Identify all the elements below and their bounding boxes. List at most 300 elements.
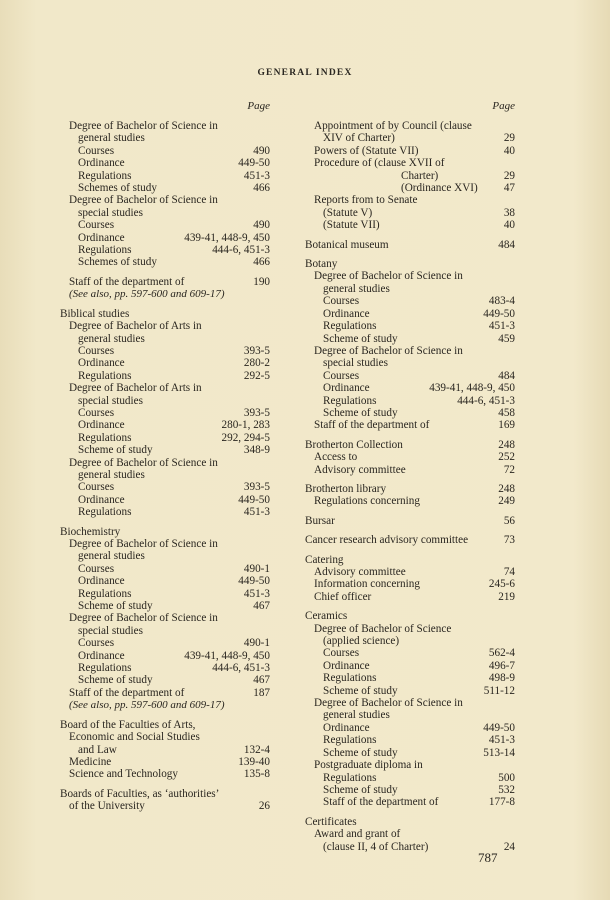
index-entry	[60, 625, 270, 637]
entry-label: (Statute V)	[323, 206, 373, 219]
index-entry	[305, 258, 515, 270]
index-entry	[60, 526, 270, 538]
entry-gap	[305, 251, 515, 258]
entry-page-ref: 483-4	[488, 295, 515, 308]
entry-label: Degree of Bachelor of Science in	[69, 194, 218, 207]
entry-page-ref: 484	[498, 238, 515, 251]
index-entry	[305, 796, 515, 808]
index-entry	[305, 660, 515, 672]
entry-gap	[60, 301, 270, 308]
entry-page-ref: 500	[498, 771, 515, 784]
index-entry	[305, 554, 515, 566]
entry-label: Charter)	[401, 169, 439, 182]
index-entry	[305, 333, 515, 345]
index-entry	[305, 182, 515, 194]
entry-label: Botany	[305, 258, 338, 271]
index-entry	[305, 464, 515, 476]
entry-page-ref: 451-3	[243, 506, 270, 519]
index-entry	[60, 575, 270, 587]
index-entry	[305, 451, 515, 463]
index-entry	[60, 345, 270, 357]
entry-label: Scheme of study	[323, 684, 398, 697]
index-entry	[305, 610, 515, 622]
entry-label: (See also, pp. 597-600 and 609-17)	[69, 699, 225, 712]
entry-label: Degree of Bachelor of Science in	[314, 344, 463, 357]
entry-label: general studies	[78, 468, 145, 481]
entry-label: Staff of the department of	[69, 275, 185, 288]
entry-label: Courses	[323, 647, 360, 660]
entry-label: Scheme of study	[323, 783, 398, 796]
index-entry	[305, 382, 515, 394]
entry-label: Courses	[78, 637, 115, 650]
index-entry	[60, 120, 270, 132]
entry-label: Ordinance	[78, 493, 125, 506]
entry-page-ref: 280-2	[243, 357, 270, 370]
index-entry	[60, 637, 270, 649]
entry-label: Courses	[323, 295, 360, 308]
index-entry	[305, 566, 515, 578]
index-entry	[60, 687, 270, 699]
entry-label: Degree of Bachelor of Arts in	[69, 382, 202, 395]
index-entry	[60, 650, 270, 662]
entry-label: Ordinance	[323, 307, 370, 320]
entry-page-ref: 498-9	[488, 672, 515, 685]
entry-gap	[305, 508, 515, 515]
entry-label: Ceramics	[305, 610, 348, 623]
entry-page-ref: 245-6	[488, 578, 515, 591]
entry-label: (See also, pp. 597-600 and 609-17)	[69, 288, 225, 301]
entry-label: Ordinance	[78, 357, 125, 370]
entry-label: special studies	[78, 624, 143, 637]
index-entry	[305, 635, 515, 647]
index-entry	[60, 370, 270, 382]
entry-label: Courses	[78, 219, 115, 232]
index-entry	[305, 772, 515, 784]
index-entry	[305, 759, 515, 771]
entry-page-ref: 248	[498, 482, 515, 495]
entry-label: (clause II, 4 of Charter)	[323, 840, 429, 853]
entry-page-ref: 449-50	[483, 307, 515, 320]
entry-page-ref: 449-50	[238, 157, 270, 170]
entry-label: general studies	[78, 132, 145, 145]
index-entry	[60, 276, 270, 288]
see-also-note	[60, 699, 270, 711]
index-entry	[305, 623, 515, 635]
entry-label: Degree of Bachelor of Science in	[69, 612, 218, 625]
entry-page-ref: 393-5	[243, 344, 270, 357]
entry-label: and Law	[78, 743, 117, 756]
entry-label: Cancer research advisory committee	[305, 534, 469, 547]
entry-page-ref: 29	[503, 169, 515, 182]
index-entry	[60, 145, 270, 157]
entry-label: (applied science)	[323, 635, 400, 648]
entry-page-ref: 169	[498, 419, 515, 432]
index-entry	[60, 207, 270, 219]
index-entry	[305, 357, 515, 369]
entry-page-ref: 40	[503, 219, 515, 232]
index-entry	[305, 709, 515, 721]
page-number: 787	[478, 850, 498, 865]
index-entry	[60, 588, 270, 600]
index-entry	[60, 662, 270, 674]
entry-page-ref: 444-6, 451-3	[212, 244, 270, 257]
entry-label: Appointment of by Council (clause	[314, 120, 472, 132]
entry-label: Courses	[78, 562, 115, 575]
entry-label: Ordinance	[78, 575, 125, 588]
entry-label: Regulations	[78, 662, 132, 675]
index-entry	[60, 563, 270, 575]
index-entry	[60, 357, 270, 369]
index-entry	[60, 612, 270, 624]
entry-label: Regulations	[78, 587, 132, 600]
entry-label: Schemes of study	[78, 256, 157, 269]
entry-label: Chief officer	[314, 590, 372, 603]
entry-label: Science and Technology	[69, 768, 178, 781]
index-entry	[60, 182, 270, 194]
entry-label: Regulations concerning	[314, 495, 420, 508]
index-entry	[305, 828, 515, 840]
entry-gap	[60, 712, 270, 719]
entry-page-ref: 439-41, 448-9, 450	[184, 231, 270, 244]
index-column-right	[305, 100, 515, 853]
index-entry	[305, 207, 515, 219]
entry-page-ref: 444-6, 451-3	[457, 394, 515, 407]
index-entry	[60, 219, 270, 231]
entry-label: Scheme of study	[78, 674, 153, 687]
index-entry	[60, 170, 270, 182]
index-entry	[60, 550, 270, 562]
index-entry	[60, 744, 270, 756]
index-entry	[60, 382, 270, 394]
entry-page-ref: 249	[498, 495, 515, 508]
entry-page-ref: 467	[253, 600, 270, 613]
entry-page-ref: 38	[503, 206, 515, 219]
entry-page-ref: 451-3	[488, 320, 515, 333]
entry-page-ref: 248	[498, 438, 515, 451]
entry-label: XIV of Charter)	[323, 132, 395, 145]
entry-page-ref: 532	[498, 783, 515, 796]
entry-label: Scheme of study	[323, 746, 398, 759]
entry-page-ref: 24	[503, 840, 515, 853]
entry-page-ref: 26	[258, 800, 270, 813]
entry-page-ref: 29	[503, 132, 515, 145]
entry-page-ref: 187	[253, 686, 270, 699]
entry-label: Access to	[314, 451, 358, 464]
entry-label: Courses	[323, 369, 360, 382]
index-entry	[60, 157, 270, 169]
entry-page-ref: 490	[253, 144, 270, 157]
entry-page-ref: 562-4	[488, 647, 515, 660]
entry-label: general studies	[323, 282, 390, 295]
entry-label: Degree of Bachelor of Science in	[69, 538, 218, 550]
entry-label: Regulations	[323, 672, 377, 685]
index-entry	[60, 506, 270, 518]
entry-label: Board of the Faculties of Arts,	[60, 718, 196, 731]
page-column-label: Page	[247, 100, 270, 112]
index-entry	[60, 308, 270, 320]
entry-gap	[305, 476, 515, 483]
entry-gap	[305, 232, 515, 239]
entry-label: Staff of the department of	[323, 796, 439, 809]
entry-label: Scheme of study	[78, 444, 153, 457]
index-entry	[60, 232, 270, 244]
index-entry	[60, 256, 270, 268]
entry-label: Economic and Social Studies	[69, 731, 200, 744]
index-entry	[60, 194, 270, 206]
entry-page-ref: 451-3	[243, 169, 270, 182]
entry-page-ref: 467	[253, 674, 270, 687]
index-entry	[305, 685, 515, 697]
entry-gap	[305, 527, 515, 534]
entry-page-ref: 449-50	[238, 575, 270, 588]
entry-gap	[305, 547, 515, 554]
entry-gap	[305, 432, 515, 439]
entry-page-ref: 444-6, 451-3	[212, 662, 270, 675]
index-entry	[305, 784, 515, 796]
entry-label: Regulations	[323, 394, 377, 407]
entry-page-ref: 40	[503, 144, 515, 157]
entry-label: Scheme of study	[78, 600, 153, 613]
entry-page-ref: 139-40	[238, 755, 270, 768]
index-entry	[60, 457, 270, 469]
entry-label: Degree of Bachelor of Science in	[69, 120, 218, 132]
index-entry	[305, 419, 515, 431]
index-entry	[305, 320, 515, 332]
entry-label: Advisory committee	[314, 566, 406, 578]
index-entry	[305, 239, 515, 251]
entry-page-ref: 466	[253, 182, 270, 195]
entry-label: Courses	[78, 406, 115, 419]
index-entry	[60, 756, 270, 768]
entry-page-ref: 449-50	[238, 493, 270, 506]
entry-label: Regulations	[78, 244, 132, 257]
entry-page-ref: 393-5	[243, 406, 270, 419]
index-entry	[305, 219, 515, 231]
entry-page-ref: 458	[498, 406, 515, 419]
entry-page-ref: 132-4	[243, 743, 270, 756]
index-entry	[60, 481, 270, 493]
entry-label: Degree of Bachelor of Science in	[314, 697, 463, 710]
index-entry	[305, 283, 515, 295]
entry-page-ref: 466	[253, 256, 270, 269]
index-entry	[60, 788, 270, 800]
entry-label: Regulations	[323, 734, 377, 747]
entry-label: Staff of the department of	[314, 419, 430, 432]
index-entry	[60, 407, 270, 419]
entry-page-ref: 490-1	[243, 637, 270, 650]
entry-label: Brotherton Collection	[305, 438, 403, 451]
entry-label: Reports from to Senate	[314, 194, 418, 207]
entry-page-ref: 72	[503, 463, 515, 476]
entry-label: Botanical museum	[305, 238, 389, 251]
entry-label: Regulations	[78, 369, 132, 382]
index-entry	[305, 157, 515, 169]
index-entry	[305, 672, 515, 684]
entry-page-ref: 190	[253, 275, 270, 288]
index-entry	[305, 170, 515, 182]
index-entry	[60, 469, 270, 481]
entry-label: (Statute VII)	[323, 219, 380, 232]
entry-label: Regulations	[323, 771, 377, 784]
entry-label: Powers of (Statute VII)	[314, 144, 419, 157]
entry-gap	[60, 781, 270, 788]
page-column-label: Page	[492, 100, 515, 112]
entry-page-ref: 135-8	[243, 768, 270, 781]
index-entry	[60, 674, 270, 686]
index-entry	[305, 345, 515, 357]
entry-label: Bursar	[305, 514, 335, 527]
entry-label: Scheme of study	[323, 406, 398, 419]
entry-label: Postgraduate diploma in	[314, 759, 423, 772]
entry-label: Ordinance	[78, 231, 125, 244]
index-entry	[305, 120, 515, 132]
entry-label: general studies	[78, 550, 145, 563]
entry-page-ref: 348-9	[243, 444, 270, 457]
index-entry	[305, 439, 515, 451]
entry-label: Ordinance	[78, 157, 125, 170]
entry-gap	[60, 519, 270, 526]
index-entry	[60, 395, 270, 407]
index-entry	[305, 483, 515, 495]
entry-page-ref: 47	[503, 182, 515, 195]
entry-label: Biochemistry	[60, 525, 121, 538]
entry-gap	[305, 809, 515, 816]
entry-label: Regulations	[78, 169, 132, 182]
index-entry	[60, 333, 270, 345]
index-entry	[305, 747, 515, 759]
index-entry	[305, 308, 515, 320]
index-entry	[60, 600, 270, 612]
entry-label: Procedure of (clause XVII of	[314, 157, 445, 170]
entry-label: Degree of Bachelor of Arts in	[69, 320, 202, 333]
index-entry	[60, 731, 270, 743]
entry-page-ref: 451-3	[488, 734, 515, 747]
entry-label: of the University	[69, 800, 145, 813]
entry-label: (Ordinance XVI)	[401, 182, 478, 195]
entry-page-ref: 490	[253, 219, 270, 232]
index-entry	[305, 722, 515, 734]
index-column-left	[60, 100, 270, 813]
index-entry	[305, 697, 515, 709]
index-entry	[60, 800, 270, 812]
index-entry	[305, 132, 515, 144]
index-entry	[60, 719, 270, 731]
entry-label: Ordinance	[323, 721, 370, 734]
index-entry	[305, 194, 515, 206]
entry-page-ref: 451-3	[243, 587, 270, 600]
entry-label: Courses	[78, 144, 115, 157]
entry-label: Ordinance	[323, 382, 370, 395]
entry-page-ref: 280-1, 283	[221, 419, 270, 432]
index-entry	[60, 494, 270, 506]
index-entry	[305, 295, 515, 307]
index-entry	[305, 395, 515, 407]
entry-page-ref: 56	[503, 514, 515, 527]
entry-label: special studies	[78, 206, 143, 219]
entry-page-ref: 252	[498, 451, 515, 464]
entry-label: Award and grant of	[314, 828, 401, 841]
entry-label: Boards of Faculties, as ‘authorities’	[60, 787, 220, 800]
running-header: GENERAL INDEX	[257, 68, 353, 78]
entry-label: Information concerning	[314, 578, 420, 591]
entry-label: Regulations	[78, 506, 132, 519]
index-entry	[305, 495, 515, 507]
index-entry	[305, 407, 515, 419]
entry-page-ref: 449-50	[483, 721, 515, 734]
entry-label: special studies	[78, 394, 143, 407]
index-entry	[305, 591, 515, 603]
index-entry	[60, 132, 270, 144]
entry-label: Regulations	[323, 320, 377, 333]
entry-page-ref: 459	[498, 332, 515, 345]
index-entry	[305, 534, 515, 546]
entry-page-ref: 490-1	[243, 562, 270, 575]
entry-label: Degree of Bachelor of Science in	[69, 456, 218, 469]
entry-label: general studies	[78, 332, 145, 345]
entry-page-ref: 484	[498, 369, 515, 382]
entry-page-ref: 393-5	[243, 481, 270, 494]
entry-label: Ordinance	[78, 649, 125, 662]
entry-gap	[60, 269, 270, 276]
index-entry	[60, 538, 270, 550]
entry-page-ref: 73	[503, 534, 515, 547]
index-entry	[305, 734, 515, 746]
entry-page-ref: 496-7	[488, 659, 515, 672]
index-entry	[60, 432, 270, 444]
entry-label: Staff of the department of	[69, 686, 185, 699]
entry-page-ref: 219	[498, 590, 515, 603]
entry-page-ref: 292-5	[243, 369, 270, 382]
entry-label: general studies	[323, 709, 390, 722]
entry-label: Medicine	[69, 755, 112, 768]
index-entry	[305, 647, 515, 659]
entry-label: Certificates	[305, 815, 357, 828]
entry-label: Biblical studies	[60, 307, 130, 320]
index-entry	[60, 768, 270, 780]
entry-label: Ordinance	[78, 419, 125, 432]
entry-label: Courses	[78, 481, 115, 494]
index-entry	[60, 320, 270, 332]
entry-page-ref: 292, 294-5	[221, 431, 270, 444]
entry-label: Courses	[78, 344, 115, 357]
entry-page-ref: 439-41, 448-9, 450	[429, 382, 515, 395]
index-entry	[60, 244, 270, 256]
entry-page-ref: 439-41, 448-9, 450	[184, 649, 270, 662]
entry-page-ref: 511-12	[483, 684, 515, 697]
entry-label: Advisory committee	[314, 463, 406, 476]
entry-label: Catering	[305, 553, 344, 566]
index-entry	[60, 444, 270, 456]
index-entry	[305, 370, 515, 382]
entry-page-ref: 177-8	[488, 796, 515, 809]
entry-label: Brotherton library	[305, 482, 387, 495]
entry-gap	[305, 603, 515, 610]
entry-label: Degree of Bachelor of Science	[314, 622, 452, 635]
entry-label: Schemes of study	[78, 182, 157, 195]
entry-label: Ordinance	[323, 659, 370, 672]
entry-label: special studies	[323, 357, 388, 370]
index-entry	[60, 419, 270, 431]
entry-label: Regulations	[78, 431, 132, 444]
entry-label: Scheme of study	[323, 332, 398, 345]
entry-label: Degree of Bachelor of Science in	[314, 270, 463, 283]
see-also-note	[60, 288, 270, 300]
entry-page-ref: 74	[503, 566, 515, 578]
index-entry	[305, 816, 515, 828]
index-entry	[305, 578, 515, 590]
entry-page-ref: 513-14	[483, 746, 515, 759]
index-entry	[305, 270, 515, 282]
